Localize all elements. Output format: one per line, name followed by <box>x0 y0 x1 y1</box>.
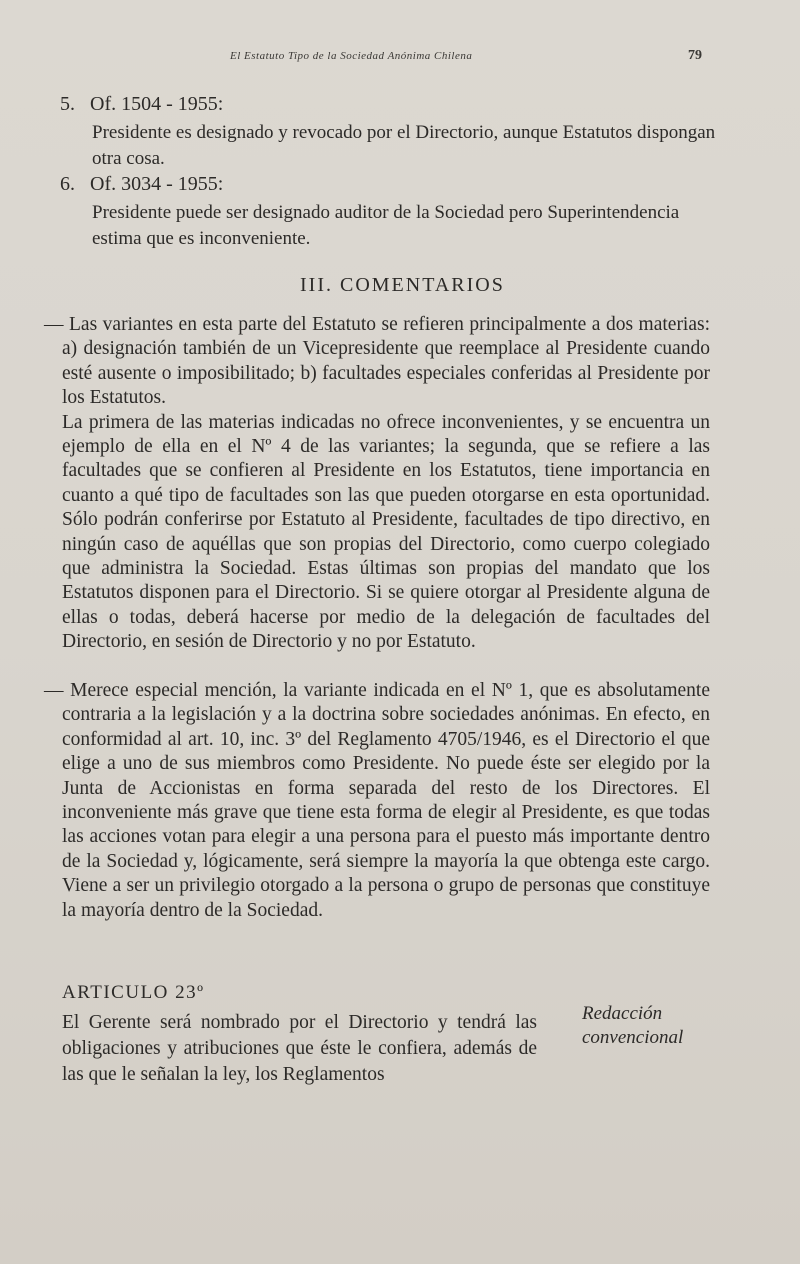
commentary-paragraph-1: — Las variantes en esta parte del Estatuto se refieren principalmente a dos materias: a) designación también de un Vicepresidente que reemplace al Presidente cuando esté ausente o imposibilitado; b) facultades especiales conferidas al Presidente por los Estatutos. La primera de las materias indicadas no ofrece inconvenientes, y se encuentra un ejemplo de ella en el Nº 4 de las variantes; la segunda, que se refiere a las facultades que se confieren al Presidente en los Estatutos, tiene importancia en cuanto a qué tipo de facultades son las que pueden otorgarse en esta oportunidad. Sólo podrán conferirse por Estatuto al Presidente, facultades de tipo directivo, en ningún caso de aquéllas que son propias del Directorio, como cuerpo colegiado que administra la Sociedad. Estas últimas son propias del mandato que los Estatutos disponen para el Directorio. Si se quiere otorgar al Presidente alguna de ellas o todas, deberá hacerse por medio de la delegación de facultades del Directorio, en sesión de Directorio y no por Estatuto. <box>62 313 710 655</box>
commentary-text-1a: Las variantes en esta parte del Estatuto se refieren principalmente a dos materias: a) designación también de un Vicepresidente que reemplace al Presidente cuando esté ausente o imposibilitado; b) facultades especiales conferidas al Presidente por los Estatutos. <box>62 314 711 409</box>
section-title: III. COMENTARIOS <box>300 274 505 296</box>
ruling-citation: Of. 1504 - 1955: <box>90 93 224 115</box>
article-title: ARTICULO 23º <box>62 982 205 1003</box>
ruling-citation: Of. 3034 - 1955: <box>90 173 224 195</box>
commentary-text-1b: La primera de las materias indicadas no ofrece inconvenientes, y se encuentra un ejemplo de ella en el Nº 4 de las variantes; la segunda, que se refiere a las facultades que se confieren al Presidente en los Estatutos, tiene importancia en cuanto a qué tipo de facultades son las que pueden otorgarse en esta oportunidad. Sólo podrán conferirse por Estatuto al Presidente, facultades de tipo directivo, en ningún caso de aquéllas que son propias del Directorio, como cuerpo colegiado que administra la Sociedad. Estas últimas son propias del mandato que los Estatutos disponen para el Directorio. Si se quiere otorgar al Presidente alguna de ellas o todas, deberá hacerse por medio de la delegación de facultades del Directorio, en sesión de Directorio y no por Estatuto. <box>62 411 710 653</box>
ruling-number: 6. <box>60 173 75 195</box>
commentary-paragraph-2: — Merece especial mención, la variante indicada en el Nº 1, que es absolutamente contraria a la legislación y a la doctrina sobre sociedades anónimas. En efecto, en conformidad al art. 10, inc. 3º del Reglamento 4705/1946, es el Directorio el que elige a uno de sus miembros como Presidente. No puede éste ser elegido por la Junta de Accionistas en forma separada del resto de los Directores. El inconveniente más grave que tiene esta forma de elegir al Presidente, es que todas las acciones votan para elegir a una persona para el puesto más importante dentro de la Sociedad y, lógicamente, será siempre la mayoría la que obtenga este cargo. Viene a ser un privilegio otorgado a la persona o grupo de personas que constituye la mayoría dentro de la Sociedad. <box>44 680 710 921</box>
ruling-6 <box>60 170 720 252</box>
ruling-5 <box>60 90 720 172</box>
running-head: El Estatuto Tipo de la Sociedad Anónima Chilena <box>230 50 473 62</box>
ruling-number: 5. <box>60 93 75 115</box>
ruling-text: Presidente es designado y revocado por el Directorio, aunque Estatutos dispongan otra cosa. <box>92 122 716 169</box>
ruling-text: Presidente puede ser designado auditor de la Sociedad pero Superintendencia estima que es inconveniente. <box>92 202 680 249</box>
margin-note: Redacción convencional <box>582 1003 684 1048</box>
commentary-text-2: Merece especial mención, la variante indicada en el Nº 1, que es absolutamente contraria a la legislación y a la doctrina sobre sociedades anónimas. En efecto, en conformidad al art. 10, inc. 3º del Reglamento 4705/1946, es el Directorio el que elige a uno de sus miembros como Presidente. No puede éste ser elegido por la Junta de Accionistas en forma separada del resto de los Directores. El inconveniente más grave que tiene esta forma de elegir al Presidente, es que todas las acciones votan para elegir a una persona para el puesto más importante dentro de la Sociedad y, lógicamente, será siempre la mayoría la que obtenga este cargo. Viene a ser un privilegio otorgado a la persona o grupo de personas que constituye la mayoría dentro de la Sociedad. <box>62 680 710 921</box>
article-text: El Gerente será nombrado por el Directorio y tendrá las obligaciones y atribuciones que éste le confiera, además de las que le señalan la ley, los Reglamentos <box>62 1012 537 1085</box>
page-number: 79 <box>688 48 702 63</box>
